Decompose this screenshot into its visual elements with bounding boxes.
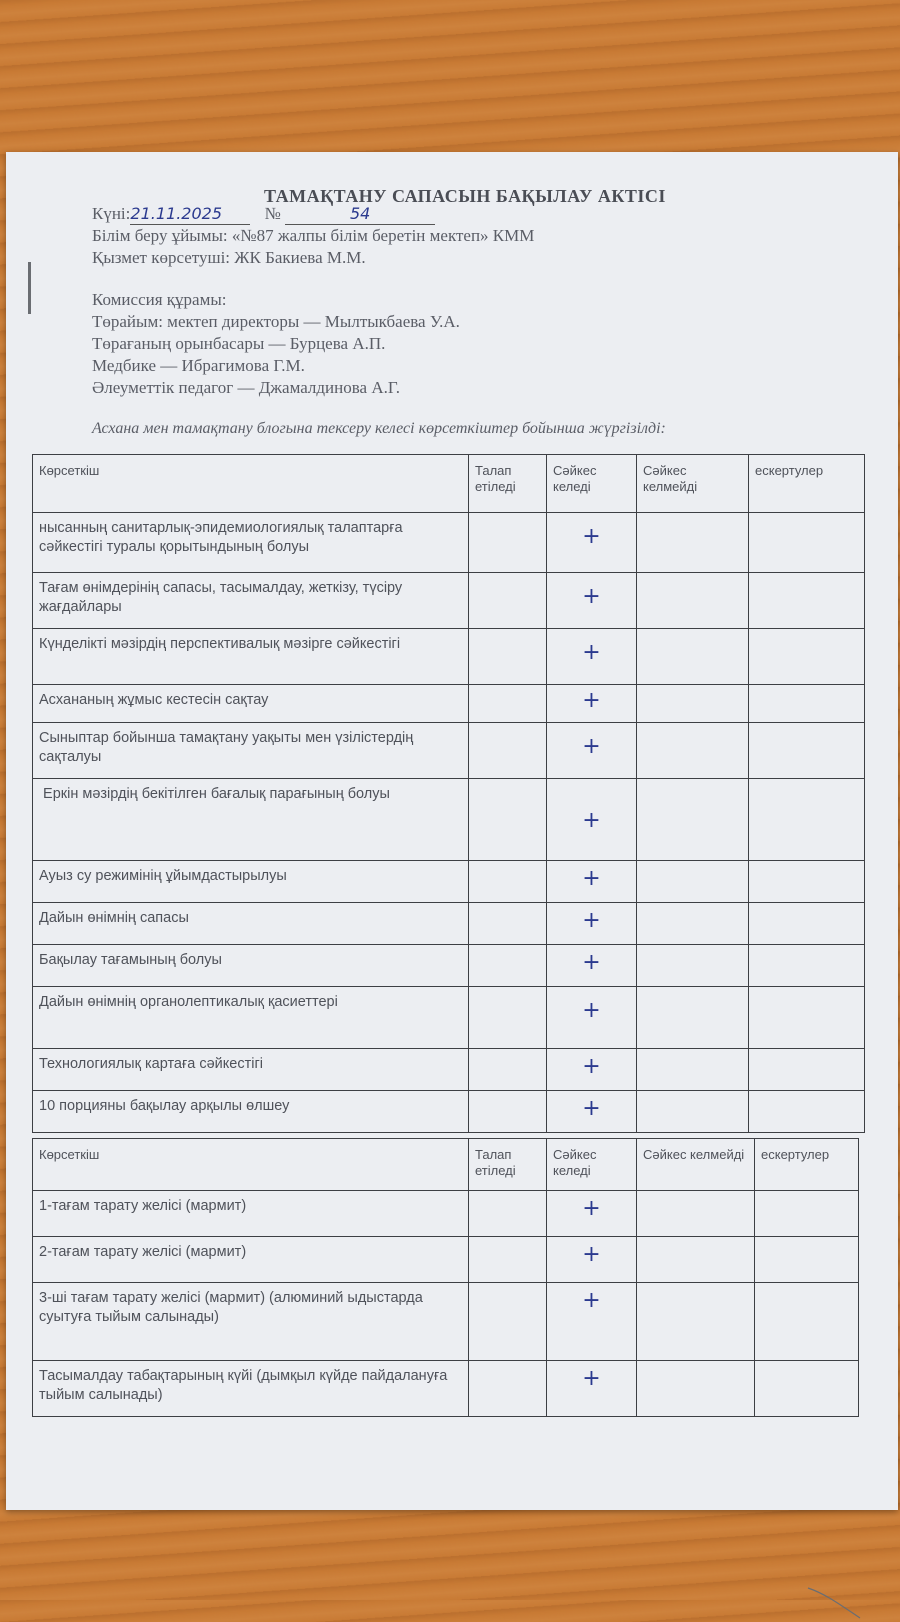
number-value: 54 <box>349 204 371 223</box>
table-row <box>33 1091 865 1133</box>
indicator-text: 3-ші тағам тарату желісі (мармит) (алюминий ыдыстарда суытуға тыйым салынады) <box>33 1283 469 1361</box>
date-field <box>130 204 250 225</box>
inspection-table-1 <box>32 454 865 1133</box>
check-mark: + <box>582 524 601 549</box>
header-noncompliant: Сәйкес келмейді <box>637 1139 755 1191</box>
indicator-text: 1-тағам тарату желісі (мармит) <box>33 1191 469 1237</box>
organization-line: Білім беру ұйымы: «№87 жалпы білім беретін мектеп» КММ <box>92 226 535 245</box>
table-row <box>33 1191 859 1237</box>
commission-chair: Төрайым: мектеп директоры — Мылтыкбаева У.А. <box>92 312 460 331</box>
commission-social-pedagogue: Әлеуметтік педагог — Джамалдинова А.Г. <box>92 378 401 397</box>
table-row <box>33 861 865 903</box>
header-remarks: ескертулер <box>755 1139 859 1191</box>
indicator-text: Ауыз су режимінің ұйымдастырылуы <box>33 861 469 903</box>
provider-line: Қызмет көрсетуші: ЖК Бакиева М.М. <box>92 248 366 267</box>
header-indicator: Көрсеткіш <box>33 1139 469 1191</box>
check-mark: + <box>582 1096 601 1121</box>
check-mark: + <box>582 998 601 1023</box>
check-mark: + <box>582 734 601 759</box>
check-mark: + <box>582 1366 601 1391</box>
check-mark: + <box>582 866 601 891</box>
inspection-intro: Асхана мен тамақтану блогына тексеру келесі көрсеткіштер бойынша жүргізілді: <box>92 420 666 437</box>
check-mark: + <box>582 908 601 933</box>
date-number-line <box>92 204 435 225</box>
document-title: ТАМАҚТАНУ САПАСЫН БАҚЫЛАУ АКТІСІ <box>264 186 666 206</box>
document-sheet <box>6 152 898 1510</box>
check-mark: + <box>582 950 601 975</box>
indicator-text: Күнделікті мәзірдің перспективалық мәзірге сәйкестігі <box>33 629 469 685</box>
header-required: Талап етіледі <box>469 1139 547 1191</box>
paper-curl-mark <box>806 1582 866 1622</box>
indicator-text: 2-тағам тарату желісі (мармит) <box>33 1237 469 1283</box>
table-row <box>33 1237 859 1283</box>
commission-nurse: Медбике — Ибрагимова Г.М. <box>92 356 305 375</box>
number-label: № <box>264 204 281 223</box>
check-mark: + <box>582 1196 601 1221</box>
check-mark: + <box>582 808 601 833</box>
check-mark: + <box>582 688 601 713</box>
table-row <box>33 685 865 723</box>
margin-mark <box>28 262 31 314</box>
number-field <box>285 204 435 225</box>
table-row <box>33 629 865 685</box>
date-value: 21.11.2025 <box>130 204 222 223</box>
header-remarks: ескертулер <box>749 455 865 513</box>
table-row <box>33 1283 859 1361</box>
check-mark: + <box>582 640 601 665</box>
table-row <box>33 513 865 573</box>
table-row <box>33 1361 859 1417</box>
table-row <box>33 1049 865 1091</box>
check-mark: + <box>582 1242 601 1267</box>
check-mark: + <box>582 1288 601 1313</box>
commission-heading: Комиссия құрамы: <box>92 290 227 309</box>
table-row <box>33 945 865 987</box>
indicator-text: Тағам өнімдерінің сапасы, тасымалдау, жеткізу, түсіру жағдайлары <box>33 573 469 629</box>
indicator-text: Бақылау тағамының болуы <box>33 945 469 987</box>
indicator-text: Технологиялық картаға сәйкестігі <box>33 1049 469 1091</box>
indicator-text: нысанның санитарлық-эпидемиологиялық талаптарға сәйкестігі туралы қорытындының болуы <box>33 513 469 573</box>
indicator-text: Еркін мәзірдің бекітілген бағалық парағының болуы <box>33 779 469 861</box>
table-row <box>33 987 865 1049</box>
indicator-text: 10 порцияны бақылау арқылы өлшеу <box>33 1091 469 1133</box>
commission-deputy: Төрағаның орынбасары — Бурцева А.П. <box>92 334 386 353</box>
table-header-row <box>33 1139 859 1191</box>
table-row <box>33 903 865 945</box>
date-label: Күні: <box>92 204 131 223</box>
header-compliant: Сәйкес келеді <box>547 1139 637 1191</box>
table-row <box>33 573 865 629</box>
header-compliant: Сәйкес келеді <box>547 455 637 513</box>
indicator-text: Дайын өнімнің сапасы <box>33 903 469 945</box>
indicator-text: Дайын өнімнің органолептикалық қасиеттері <box>33 987 469 1049</box>
indicator-text: Тасымалдау табақтарының күйі (дымқыл күйде пайдалануға тыйым салынады) <box>33 1361 469 1417</box>
header-indicator: Көрсеткіш <box>33 455 469 513</box>
check-mark: + <box>582 584 601 609</box>
table-row <box>33 723 865 779</box>
inspection-table-2 <box>32 1138 859 1417</box>
table-row <box>33 779 865 861</box>
header-required: Талап етіледі <box>469 455 547 513</box>
table-header-row <box>33 455 865 513</box>
indicator-text: Асхананың жұмыс кестесін сақтау <box>33 685 469 723</box>
header-noncompliant: Сәйкес келмейді <box>637 455 749 513</box>
check-mark: + <box>582 1054 601 1079</box>
indicator-text: Сыныптар бойынша тамақтану уақыты мен үзілістердің сақталуы <box>33 723 469 779</box>
